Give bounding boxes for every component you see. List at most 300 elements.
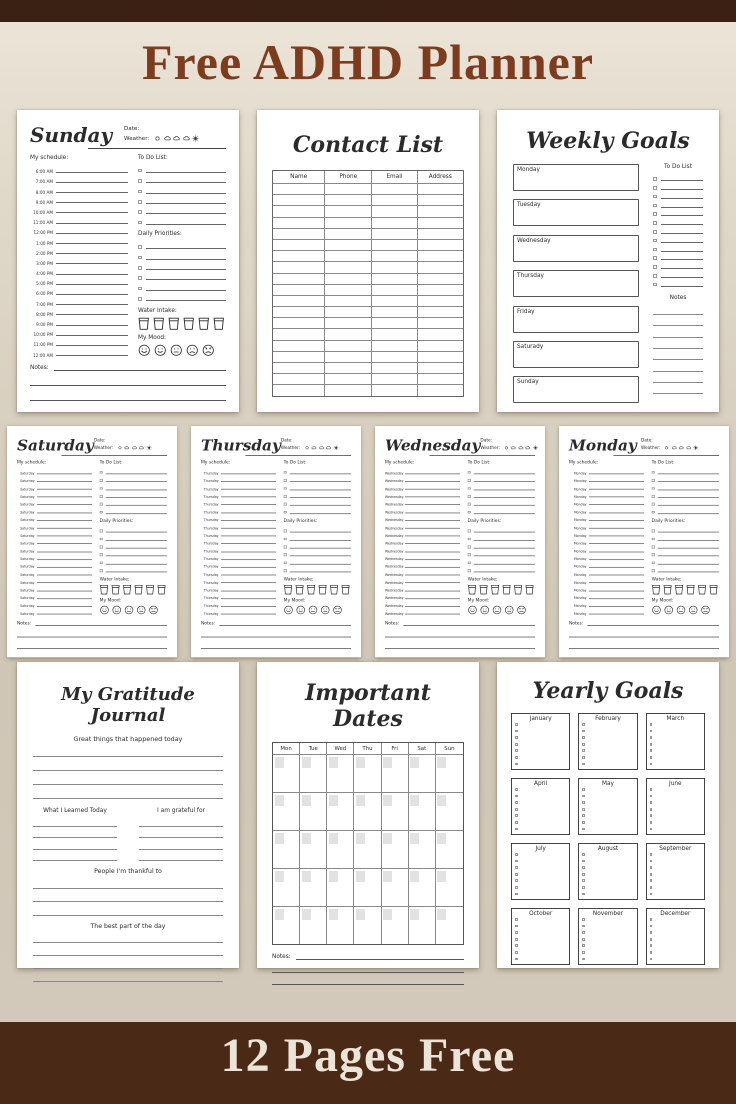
meh-face-icon: [170, 344, 183, 357]
schedule-time: 6:00 PM: [36, 291, 53, 297]
todo-row: [100, 507, 167, 515]
table-cell: [325, 217, 372, 228]
checkbox: [284, 561, 287, 564]
checkbox: [653, 221, 657, 225]
write-line: [56, 233, 128, 234]
table-row: [273, 317, 463, 328]
priority-row: [138, 240, 226, 250]
column-header: Phone: [325, 171, 372, 183]
schedule-row: [17, 577, 92, 585]
schedule-row: [385, 530, 460, 538]
sun-outline-icon: [504, 445, 509, 450]
todo-row: [138, 216, 226, 226]
write-line: [653, 315, 703, 326]
schedule-row: [17, 483, 92, 491]
schedule-row: [30, 266, 128, 276]
write-line: [221, 583, 276, 584]
schedule-row: [17, 475, 92, 483]
write-line: [290, 473, 352, 474]
table-cell: [273, 384, 325, 395]
table-cell: [372, 239, 417, 250]
schedule-row: [30, 327, 128, 337]
schedule-time: Saturday: [20, 471, 35, 476]
write-line: [37, 528, 92, 529]
schedule-time: 7:00 PM: [36, 301, 53, 307]
write-line: [474, 540, 536, 541]
write-line: [221, 512, 276, 513]
mood-label: My Mood:: [283, 598, 306, 604]
write-line: [661, 207, 703, 208]
calendar-day-cell: [327, 906, 354, 944]
schedule-time: Saturday: [20, 572, 35, 577]
daily-planner-page: [191, 426, 361, 658]
write-line: [589, 512, 644, 513]
water-cup-icon: [123, 584, 132, 594]
schedule-time: Monday: [573, 541, 587, 546]
schedule-row: [385, 553, 460, 561]
month-label: March: [666, 716, 685, 722]
write-line: [658, 548, 720, 549]
write-line: [405, 551, 460, 552]
schedule-time: Wednesday: [384, 580, 404, 585]
checkbox: [652, 479, 655, 482]
write-line: [37, 551, 92, 552]
date-number-box: [410, 795, 419, 806]
checkbox: [100, 495, 103, 498]
grin-face-icon: [652, 605, 662, 615]
schedule-time: Monday: [573, 549, 587, 554]
table-cell: [273, 284, 325, 295]
calendar-day-cell: [300, 754, 327, 792]
section-label: What I Learned Today: [43, 808, 107, 814]
month-label: December: [660, 911, 691, 917]
write-line: [221, 489, 276, 490]
schedule-row: [569, 483, 644, 491]
checkbox: [582, 853, 585, 856]
todo-column: [138, 155, 226, 358]
write-line: [37, 614, 92, 615]
schedule-row: [569, 491, 644, 499]
checkbox: [284, 495, 287, 498]
day-label: Sunday: [517, 379, 539, 386]
write-line: [56, 294, 128, 295]
schedule-time: Monday: [573, 486, 587, 491]
schedule-row: [17, 584, 92, 592]
schedule-row: [17, 561, 92, 569]
checkbox: [515, 931, 518, 934]
schedule-row: [30, 276, 128, 286]
todo-row: [284, 475, 351, 483]
schedule-time: Thursday: [203, 541, 219, 546]
water-cup-icon: [341, 584, 350, 594]
write-line: [474, 481, 536, 482]
checkbox: [650, 944, 653, 947]
water-cup-icon: [153, 317, 165, 331]
table-row: [273, 306, 463, 317]
schedule-row: [569, 553, 644, 561]
checkbox: [138, 210, 142, 214]
schedule-row: [569, 600, 644, 608]
checkbox: [652, 545, 655, 548]
write-line: [658, 532, 720, 533]
write-line: [221, 614, 276, 615]
schedule-time: Wednesday: [384, 471, 404, 476]
calendar-day-cell: [300, 792, 327, 830]
write-line: [56, 202, 128, 203]
cloud-icon: [671, 445, 676, 450]
write-line: [661, 268, 703, 269]
calendar-day-cell: [273, 906, 300, 944]
calendar-week-row: [273, 906, 463, 944]
checkbox: [100, 530, 103, 533]
priorities-label: Daily Priorities:: [651, 518, 686, 524]
water-cups: [284, 584, 351, 594]
table-row: [273, 351, 463, 362]
month-goal-box: [646, 908, 705, 965]
checkbox: [138, 287, 142, 291]
todo-row: [284, 483, 351, 491]
schedule-column: [385, 460, 460, 615]
calendar-week-row: [273, 754, 463, 792]
write-line: [405, 512, 460, 513]
header-divider: [613, 455, 719, 456]
notes-label: Notes:: [272, 954, 291, 960]
write-line: [658, 572, 720, 573]
schedule-time: Saturday: [20, 588, 35, 593]
todo-column: [652, 460, 719, 615]
date-number-box: [437, 833, 446, 844]
write-line: [589, 551, 644, 552]
checkbox: [468, 479, 471, 482]
priorities-label: Daily Priorities:: [467, 518, 502, 524]
write-line: [290, 540, 352, 541]
write-line: [569, 626, 719, 637]
todo-row: [652, 507, 719, 515]
schedule-label: My schedule:: [568, 460, 599, 466]
checkbox: [582, 763, 585, 766]
weekly-todo-column: [653, 164, 703, 412]
day-goal-box: [513, 235, 639, 262]
table-cell: [372, 306, 417, 317]
table-cell: [372, 373, 417, 384]
table-cell: [273, 261, 325, 272]
table-cell: [325, 205, 372, 216]
write-line: [658, 497, 720, 498]
table-cell: [325, 306, 372, 317]
frown-face-icon: [688, 605, 698, 615]
todo-row: [653, 227, 703, 236]
checkbox: [515, 853, 518, 856]
write-line: [658, 505, 720, 506]
checkbox: [650, 736, 653, 739]
write-line: [405, 567, 460, 568]
schedule-time: Monday: [573, 518, 587, 522]
checkbox: [284, 553, 287, 556]
write-line: [33, 771, 223, 785]
priority-row: [284, 526, 351, 534]
todo-row: [652, 467, 719, 475]
todo-label: To Do List:: [138, 155, 168, 161]
checkbox: [650, 730, 653, 733]
write-line: [589, 489, 644, 490]
checkbox: [284, 487, 287, 490]
table-row: [273, 273, 463, 284]
write-line: [56, 345, 128, 346]
month-label: August: [597, 846, 619, 852]
write-line: [37, 606, 92, 607]
water-cups: [100, 584, 167, 594]
mood-faces: [138, 344, 226, 357]
schedule-row: [17, 569, 92, 577]
sad-face-icon: [517, 605, 527, 615]
todo-row: [653, 271, 703, 280]
checkbox: [100, 545, 103, 548]
schedule-time: 9:00 AM: [35, 199, 53, 205]
frown-face-icon: [504, 605, 514, 615]
table-cell: [273, 183, 325, 194]
write-line: [405, 473, 460, 474]
schedule-time: 10:00 AM: [33, 209, 53, 215]
write-line: [146, 300, 226, 301]
todo-label: To Do List: [664, 164, 692, 170]
calendar-day-cell: [436, 906, 463, 944]
schedule-row: [17, 499, 92, 507]
write-line: [56, 212, 128, 213]
write-line: [221, 559, 276, 560]
month-goal-box: [511, 713, 570, 770]
footer-text: 12 Pages Free: [220, 1029, 516, 1082]
write-line: [589, 481, 644, 482]
weather-icons: [117, 445, 151, 450]
priority-row: [652, 550, 719, 558]
schedule-time: Thursday: [203, 494, 219, 499]
todo-row: [284, 491, 351, 499]
schedule-time: Thursday: [203, 580, 219, 585]
write-line: [146, 248, 226, 249]
todo-row: [100, 467, 167, 475]
checkbox: [468, 503, 471, 506]
schedule-column: [201, 460, 276, 615]
planner-row-2: [0, 426, 736, 658]
checkbox: [650, 866, 653, 869]
day-label: Friday: [517, 308, 535, 315]
write-line: [474, 564, 536, 565]
todo-row: [138, 164, 226, 174]
table-cell: [418, 194, 463, 205]
date-label: Date:: [640, 438, 653, 443]
priorities-label: Daily Priorities:: [283, 518, 318, 524]
date-number-box: [410, 909, 419, 920]
schedule-time: Thursday: [203, 611, 219, 616]
write-line: [106, 489, 168, 490]
date-number-box: [329, 909, 338, 920]
mood-faces: [652, 605, 719, 615]
schedule-time: Monday: [573, 580, 587, 585]
schedule-time: Thursday: [203, 572, 219, 577]
write-line: [589, 614, 644, 615]
water-cup-icon: [111, 584, 120, 594]
table-row: [273, 183, 463, 194]
table-row: [273, 284, 463, 295]
page-title: Weekly Goals: [526, 128, 690, 154]
priority-row: [284, 558, 351, 566]
schedule-time: Wednesday: [384, 572, 404, 577]
meh-face-icon: [308, 605, 318, 615]
schedule-row: [385, 592, 460, 600]
write-line: [290, 532, 352, 533]
schedule-time: Thursday: [203, 510, 219, 515]
write-line: [139, 838, 223, 850]
table-cell: [273, 317, 325, 328]
checkbox: [650, 893, 653, 896]
schedule-row: [569, 561, 644, 569]
schedule-time: Thursday: [203, 486, 219, 491]
checkbox: [650, 743, 653, 746]
write-line: [33, 757, 223, 771]
schedule-time: 3:00 PM: [36, 260, 53, 266]
write-line: [661, 251, 703, 252]
schedule-row: [569, 545, 644, 553]
write-line: [221, 598, 276, 599]
table-row: [273, 328, 463, 339]
checkbox: [650, 801, 653, 804]
schedule-time: Wednesday: [384, 502, 404, 507]
table-cell: [273, 328, 325, 339]
checkbox: [138, 297, 142, 301]
month-label: January: [529, 716, 552, 722]
water-cup-icon: [709, 584, 718, 594]
write-line: [405, 520, 460, 521]
notes-section: [17, 621, 167, 649]
weekday-header: Sun: [444, 745, 455, 752]
month-goal-box: [646, 843, 705, 900]
write-line: [405, 528, 460, 529]
schedule-row: [17, 608, 92, 616]
checkbox: [582, 951, 585, 954]
checkbox: [284, 537, 287, 540]
checkbox: [515, 873, 518, 876]
smile-face-icon: [664, 605, 674, 615]
calendar-day-cell: [354, 868, 381, 906]
checkbox: [515, 788, 518, 791]
schedule-row: [201, 577, 276, 585]
schedule-row: [17, 592, 92, 600]
priority-row: [138, 261, 226, 271]
write-line: [290, 497, 352, 498]
write-line: [37, 536, 92, 537]
table-cell: [372, 340, 417, 351]
priorities-label: Daily Priorities:: [99, 518, 134, 524]
schedule-time: Monday: [573, 525, 587, 530]
checkbox: [582, 801, 585, 804]
schedule-row: [569, 499, 644, 507]
schedule-time: 12:00 PM: [33, 230, 53, 236]
schedule-label: My schedule:: [30, 155, 69, 161]
write-line: [106, 497, 168, 498]
date-number-box: [329, 871, 338, 882]
write-line: [139, 815, 223, 827]
checkbox: [653, 265, 657, 269]
write-line: [221, 497, 276, 498]
calendar-grid: [272, 742, 464, 945]
schedule-time: 1:00 PM: [36, 240, 53, 246]
checkbox: [138, 266, 142, 270]
todo-row: [468, 507, 535, 515]
checkbox: [468, 487, 471, 490]
write-line: [405, 497, 460, 498]
write-line: [290, 564, 352, 565]
cloud-icon: [173, 135, 180, 142]
table-cell: [418, 362, 463, 373]
top-bar: [0, 0, 736, 22]
schedule-time: Wednesday: [384, 510, 404, 515]
cloud-icon: [526, 445, 531, 450]
write-line: [221, 590, 276, 591]
todo-row: [652, 483, 719, 491]
write-line: [587, 625, 719, 626]
table-cell: [418, 340, 463, 351]
write-line: [37, 520, 92, 521]
water-intake-label: Water Intake:: [467, 577, 498, 583]
write-line: [589, 590, 644, 591]
write-line: [146, 213, 226, 214]
schedule-column: [30, 155, 128, 358]
priority-row: [100, 534, 167, 542]
column-header: Name: [273, 171, 325, 183]
table-cell: [273, 273, 325, 284]
table-row: [273, 194, 463, 205]
checkbox: [650, 860, 653, 863]
schedule-time: 7:00 AM: [35, 179, 53, 185]
checkbox: [650, 925, 653, 928]
month-goal-box: [511, 843, 570, 900]
column-header: Email: [372, 171, 417, 183]
sun-outline-icon: [664, 445, 669, 450]
schedule-time: Thursday: [203, 564, 219, 569]
day-goal-box: [513, 376, 639, 403]
write-line: [37, 559, 92, 560]
sad-face-icon: [149, 605, 159, 615]
calendar-day-cell: [382, 906, 409, 944]
write-line: [653, 338, 703, 349]
write-line: [33, 838, 117, 850]
sun-outline-icon: [117, 445, 122, 450]
water-cup-icon: [146, 584, 155, 594]
cloud-icon: [511, 445, 516, 450]
table-cell: [372, 194, 417, 205]
checkbox: [582, 736, 585, 739]
write-line: [405, 543, 460, 544]
calendar-day-cell: [354, 830, 381, 868]
write-line: [56, 263, 128, 264]
todo-row: [653, 262, 703, 271]
priority-row: [138, 282, 226, 292]
todo-row: [138, 174, 226, 184]
water-cup-icon: [502, 584, 511, 594]
table-cell: [325, 373, 372, 384]
write-line: [56, 284, 128, 285]
write-line: [405, 590, 460, 591]
yearly-goals-page: [497, 662, 719, 968]
cloud-icon: [139, 445, 144, 450]
todo-row: [653, 236, 703, 245]
water-cup-icon: [663, 584, 672, 594]
table-cell: [418, 205, 463, 216]
schedule-row: [201, 483, 276, 491]
calendar-week-row: [273, 792, 463, 830]
water-cup-icon: [100, 584, 109, 594]
calendar-week-row: [273, 868, 463, 906]
